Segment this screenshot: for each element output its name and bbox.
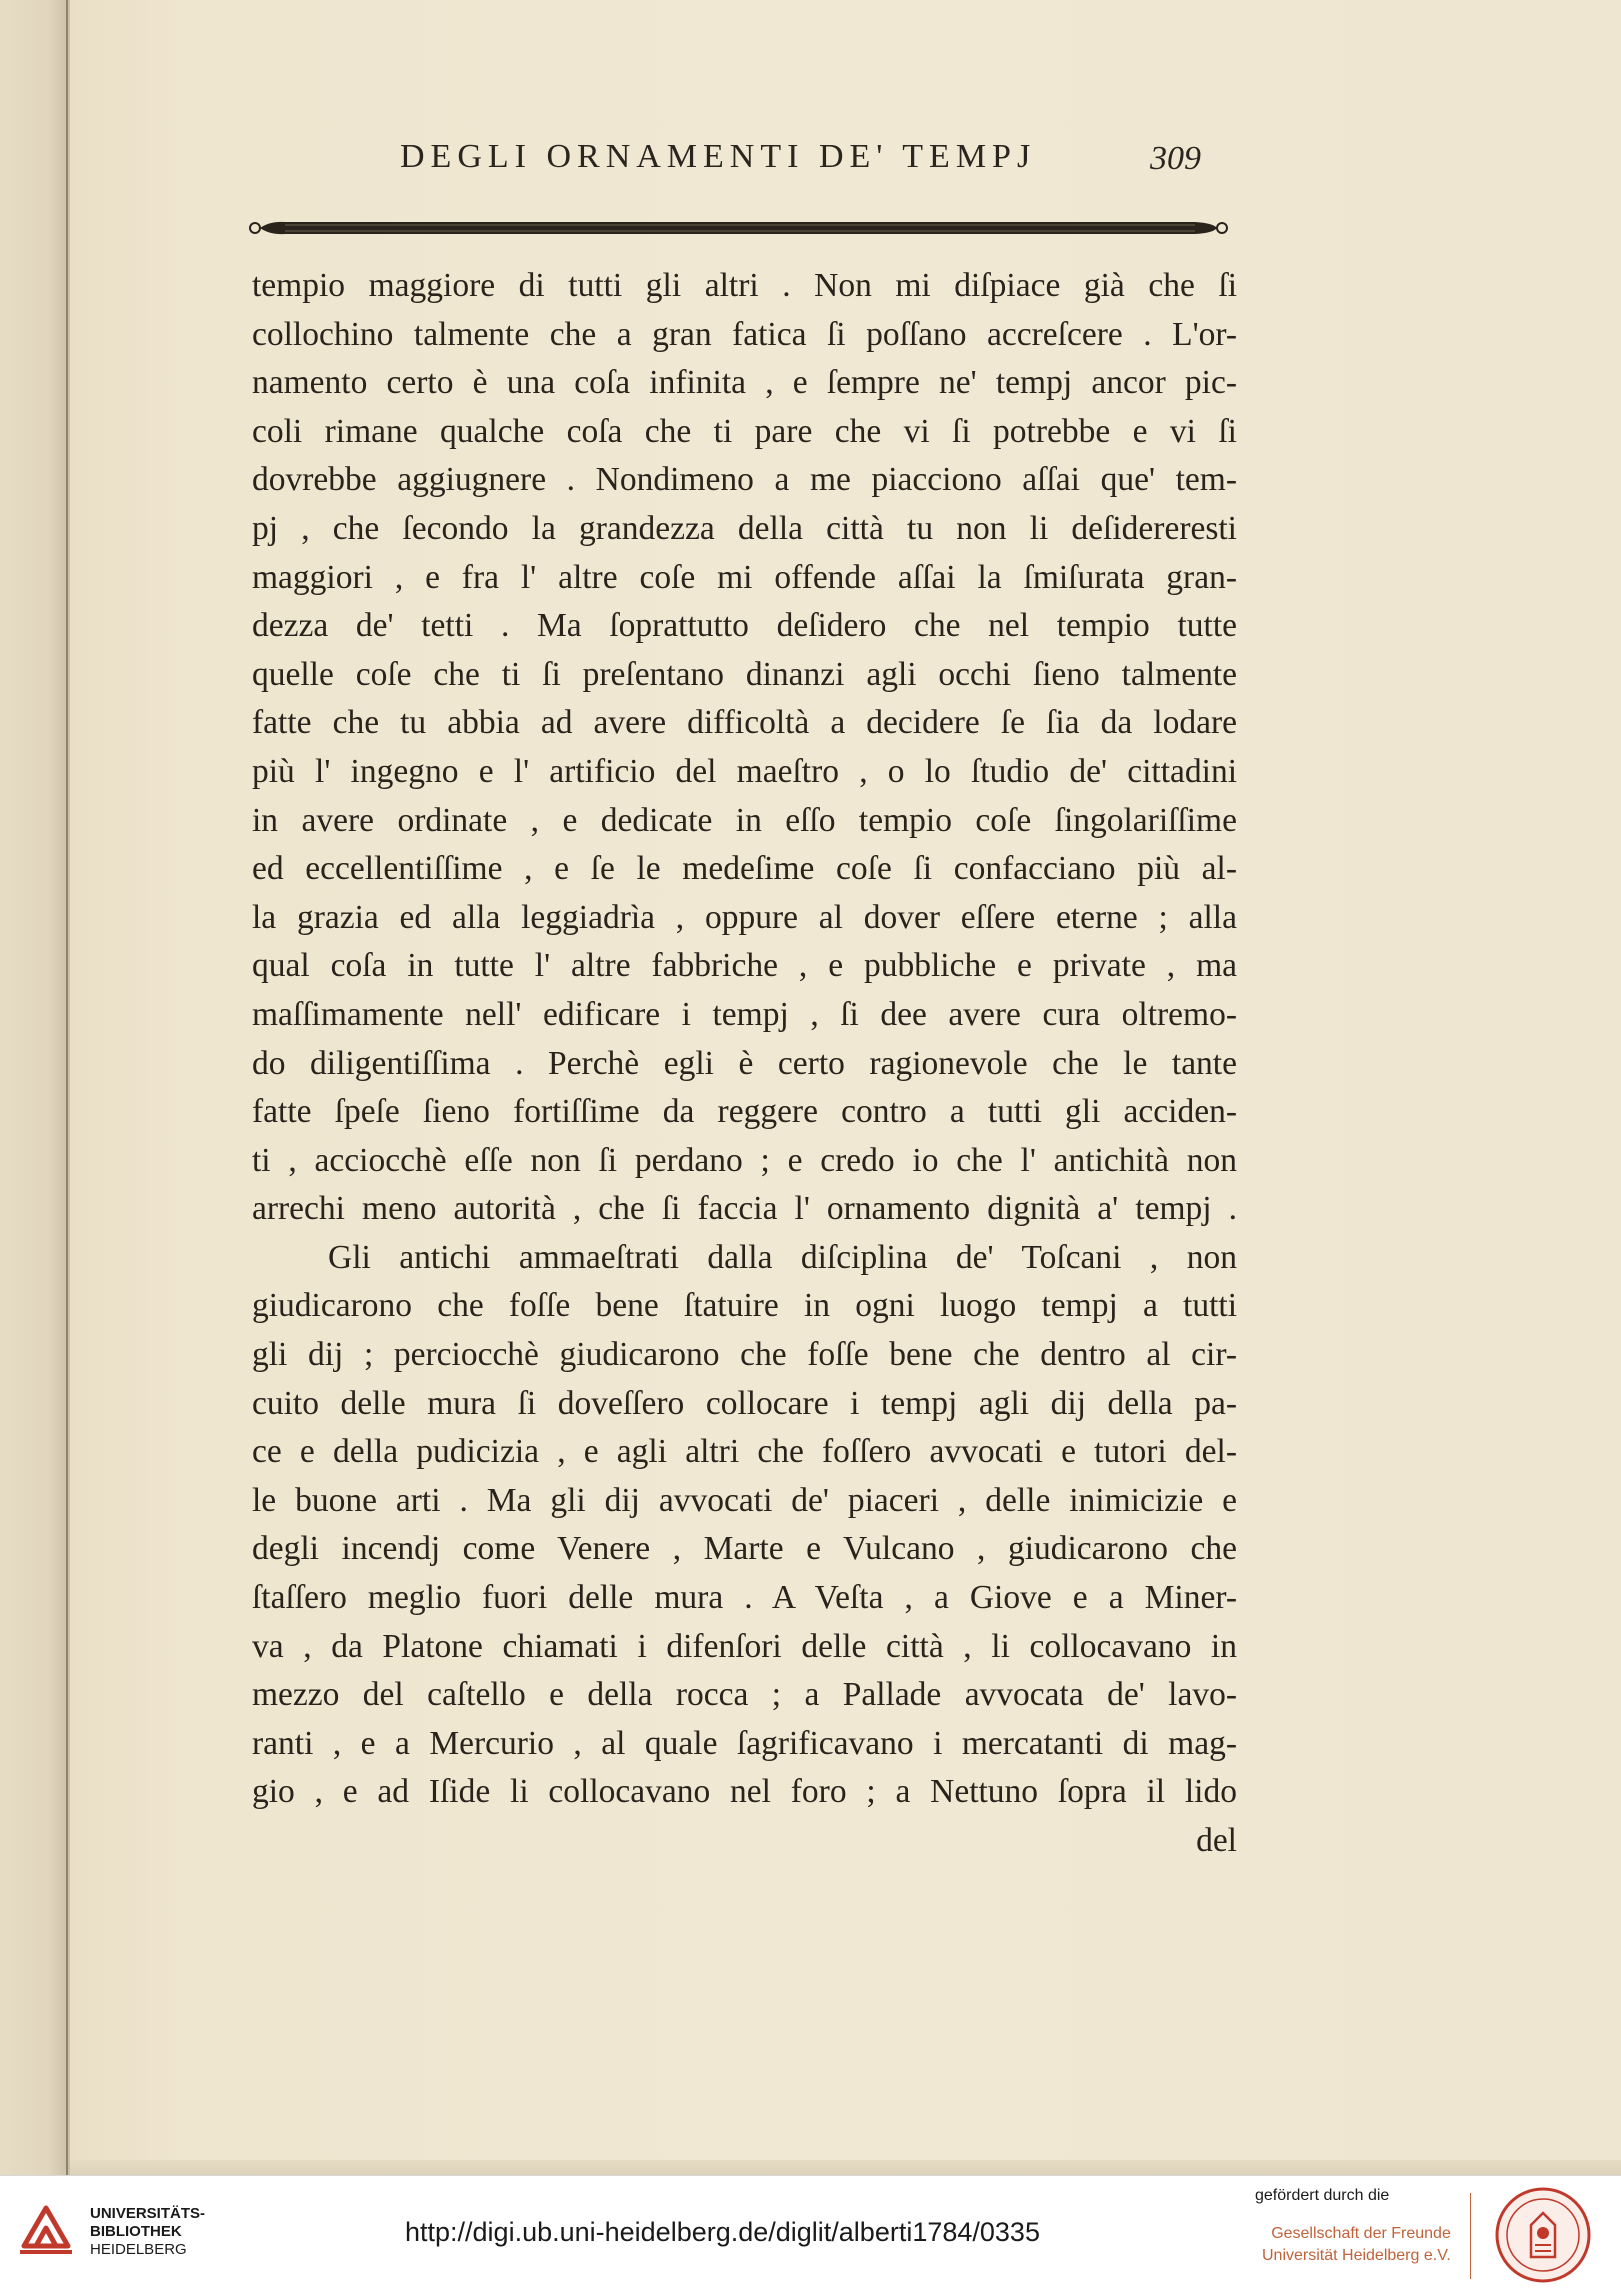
sponsor-name[interactable] xyxy=(1262,2223,1451,2267)
text-line: qual coſa in tutte l' altre fabbriche , e pubbliche e private , ma xyxy=(252,947,1237,985)
text-line: giudicarono che foſſe bene ſtatuire in ogni luogo tempj a tutti xyxy=(252,1287,1237,1325)
text-line: tempio maggiore di tutti gli altri . Non mi diſpiace già che ſi xyxy=(252,267,1237,304)
library-name-line: HEIDELBERG xyxy=(90,2241,187,2258)
text-line: le buone arti . Ma gli dij avvocati de' piaceri , delle inimicizie e xyxy=(252,1481,1237,1519)
text-line: ce e della pudicizia , e agli altri che foſſero avvocati e tutori del- xyxy=(252,1433,1237,1471)
catchword: del xyxy=(1196,1822,1237,1859)
body-text xyxy=(252,262,1237,1866)
page-bottom-edge xyxy=(70,2160,1621,2175)
text-line: gli dij ; perciocchè giudicarono che foſſe bene che dentro al cir- xyxy=(252,1336,1237,1374)
text-line: collochino talmente che a gran fatica ſi poſſano accreſcere . L'or- xyxy=(252,315,1237,353)
text-line: degli incendj come Venere , Marte e Vulcano , giudicarono che xyxy=(252,1530,1237,1568)
ub-heidelberg-logo-icon[interactable] xyxy=(16,2200,76,2260)
text-line: fatte ſpeſe ſieno fortiſſime da reggere contro a tutti gli acciden- xyxy=(252,1093,1237,1131)
text-line: ed eccellentiſſime , e ſe le medeſime coſe ſi confacciano più al- xyxy=(252,850,1237,888)
text-line: fatte che tu abbia ad avere difficoltà a decidere ſe ſia da lodare xyxy=(252,704,1237,742)
permalink-url[interactable]: http://digi.ub.uni-heidelberg.de/diglit/alberti1784/0335 xyxy=(405,2217,1040,2247)
text-line: namento certo è una coſa infinita , e ſempre ne' tempj ancor pic- xyxy=(252,364,1237,402)
ornamental-rule xyxy=(245,215,1230,241)
text-line: dezza de' tetti . Ma ſoprattutto deſidero che nel tempio tutte xyxy=(252,607,1237,645)
text-line: Gli antichi ammaeſtrati dalla diſciplina de' Toſcani , non xyxy=(328,1238,1237,1276)
text-line: dovrebbe aggiugnere . Nondimeno a me piacciono aſſai que' tem- xyxy=(252,461,1237,499)
footer-divider xyxy=(0,2175,1621,2176)
text-line: ranti , e a Mercurio , al quale ſagrificavano i mercatanti di mag- xyxy=(252,1724,1237,1762)
text-line: mezzo del caſtello e della rocca ; a Pallade avvocata de' lavo- xyxy=(252,1676,1237,1714)
book-spine-line xyxy=(66,0,68,2175)
library-name[interactable] xyxy=(90,2205,205,2259)
text-line: coli rimane qualche coſa che ti pare che vi ſi potrebbe e vi ſi xyxy=(252,412,1237,450)
text-line: quelle coſe che ti ſi preſentano dinanzi agli occhi ſieno talmente xyxy=(252,655,1237,693)
library-name-line: BIBLIOTHEK xyxy=(90,2223,182,2240)
sponsor-name-line: Gesellschaft der Freunde xyxy=(1271,2225,1451,2242)
sponsor-name-line: Universität Heidelberg e.V. xyxy=(1262,2247,1451,2264)
text-line: arrechi meno autorità , che ſi faccia l' ornamento dignità a' tempj . xyxy=(252,1190,1237,1228)
text-line: in avere ordinate , e dedicate in eſſo tempio coſe ſingolariſſime xyxy=(252,801,1237,839)
text-line: pj , che ſecondo la grandezza della città tu non li deſidereresti xyxy=(252,509,1237,547)
sponsor-divider xyxy=(1470,2193,1471,2279)
text-line: cuito delle mura ſi doveſſero collocare i tempj agli dij della pa- xyxy=(252,1384,1237,1422)
text-line: ti , acciocchè eſſe non ſi perdano ; e credo io che l' antichità non xyxy=(252,1141,1237,1179)
university-seal-icon[interactable] xyxy=(1493,2185,1593,2285)
text-line: maggiori , e fra l' altre coſe mi offende aſſai la ſmiſurata gran- xyxy=(252,558,1237,596)
text-line: maſſimamente nell' edificare i tempj , ſi dee avere cura oltremo- xyxy=(252,995,1237,1033)
text-line: ſtaſſero meglio fuori delle mura . A Veſta , a Giove e a Miner- xyxy=(252,1579,1237,1617)
running-head: DEGLI ORNAMENTI DE' TEMPJ xyxy=(400,138,1037,175)
text-line: gio , e ad Iſide li collocavano nel foro ; a Nettuno ſopra il lido xyxy=(252,1773,1237,1811)
text-line: va , da Platone chiamati i difenſori delle città , li collocavano in xyxy=(252,1627,1237,1665)
text-line: più l' ingegno e l' artificio del maeſtro , o lo ſtudio de' cittadini xyxy=(252,752,1237,790)
previous-page-margin xyxy=(0,0,70,2175)
text-line: la grazia ed alla leggiadrìa , oppure al dover eſſere eterne ; alla xyxy=(252,898,1237,936)
digitization-footer xyxy=(0,2175,1621,2291)
page-number: 309 xyxy=(1150,140,1201,177)
library-name-line: UNIVERSITÄTS- xyxy=(90,2205,206,2222)
sponsor-label: gefördert durch die xyxy=(1255,2187,1390,2204)
text-line: do diligentiſſima . Perchè egli è certo ragionevole che le tante xyxy=(252,1044,1237,1082)
